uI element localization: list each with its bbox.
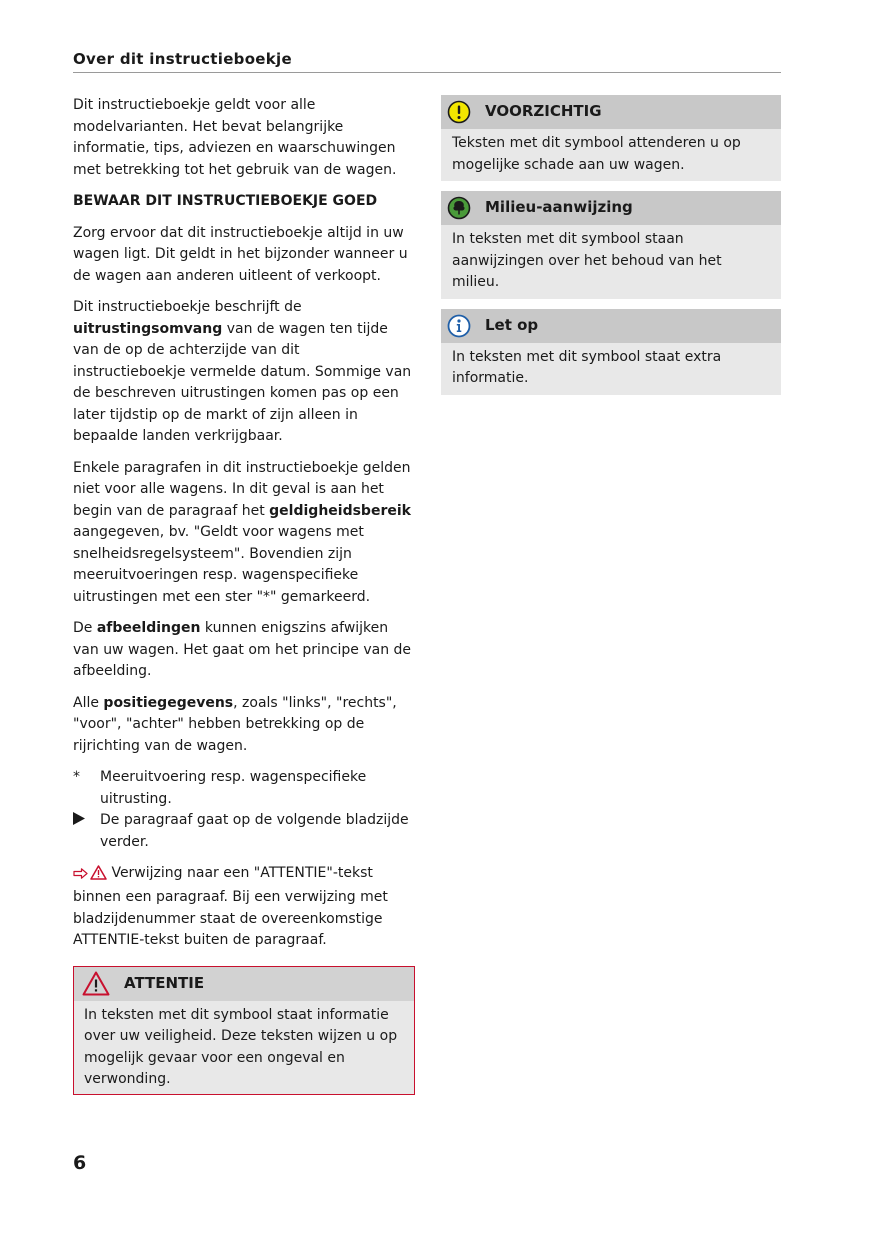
exclamation-icon [447, 100, 471, 124]
legend-text-star: Meeruitvoering resp. wagenspecifieke uitrusting. [100, 769, 367, 807]
letop-title-bar [441, 309, 781, 343]
warning-triangle-icon [90, 865, 107, 888]
header-title: Over dit instructieboekje [73, 50, 292, 68]
equipment-paragraph: Dit instructieboekje beschrijft de uitrustingsomvang van de wagen ten tijde van de op de achterzijde van dit instructieboekje vermelde datum. Sommige van de beschreven uitrustingen komen pas op een later tijdstip op de markt of zijn alleen in bepaalde landen verkrijgbaar. [73, 299, 412, 444]
voorzichtig-box [441, 95, 781, 181]
position-paragraph: Alle positiegegevens, zoals "links", "rechts", "voor", "achter" hebben betrekking op de rijrichting van de wagen. [73, 694, 397, 754]
letop-title: Let op [485, 315, 539, 334]
intro-paragraph: Dit instructieboekje geldt voor alle modelvarianten. Het bevat belangrijke informatie, tips, adviezen en waarschuwingen met betrekking tot het gebruik van de wagen. [73, 97, 397, 178]
emphasis-positiegegevens: positiegegevens [103, 694, 234, 711]
info-icon [447, 314, 471, 338]
validity-paragraph: Enkele paragrafen in dit instructieboekje gelden niet voor alle wagens. In dit geval is aan het begin van de paragraaf het geldigheidsbereik aangegeven, bv. "Geldt voor wagens met snelheidsregelsysteem". Bovendien zijn meeruitvoeringen resp. wagenspecifieke uitrustingen met een ster "*" gemarkeerd. [73, 459, 411, 605]
voorzichtig-body: Teksten met dit symbool attenderen u op mogelijke schade aan uw wagen. [452, 135, 741, 173]
legend-item-continue [73, 810, 415, 853]
images-paragraph: De afbeeldingen kunnen enigszins afwijken van uw wagen. Het gaat om het principe van de afbeelding. [73, 620, 412, 679]
page-number: 6 [73, 1152, 87, 1174]
play-triangle-icon [73, 810, 100, 853]
emphasis-geldigheidsbereik: geldigheidsbereik [269, 502, 411, 519]
emphasis-uitrustingsomvang: uitrustingsomvang [73, 320, 223, 337]
attentie-title: ATTENTIE [124, 973, 205, 992]
milieu-body: In teksten met dit symbool staan aanwijzingen over het behoud van het milieu. [452, 231, 722, 290]
voorzichtig-title-bar [441, 95, 781, 129]
attentie-body: In teksten met dit symbool staat informatie over uw veiligheid. Deze teksten wijzen u op mogelijk gevaar voor een ongeval en verwonding. [84, 1006, 398, 1087]
symbol-legend [73, 767, 415, 853]
voorzichtig-title: VOORZICHTIG [485, 102, 602, 121]
attention-reference-paragraph: Verwijzing naar een "ATTENTIE"-tekst binnen een paragraaf. Bij een verwijzing met bladzijdenummer staat de overeenkomstige ATTENTIE-tekst buiten de paragraaf. [73, 865, 388, 948]
emphasis-afbeeldingen: afbeeldingen [96, 620, 201, 636]
milieu-title-bar [441, 191, 781, 225]
right-column [441, 95, 781, 405]
milieu-title: Milieu-aanwijzing [485, 198, 633, 217]
star-symbol: * [73, 769, 80, 785]
keep-paragraph: Zorg ervoor dat dit instructieboekje altijd in uw wagen ligt. Dit geldt in het bijzonder wanneer u de wagen aan anderen uitleent of verkoopt. [73, 224, 408, 284]
letop-box [441, 309, 781, 395]
attentie-box [73, 966, 415, 1095]
legend-text-continue: De paragraaf gaat op de volgende bladzijde verder. [100, 812, 409, 850]
attentie-title-bar [74, 967, 414, 1001]
letop-body: In teksten met dit symbool staat extra informatie. [452, 348, 722, 386]
page-header [73, 50, 781, 73]
milieu-box [441, 191, 781, 299]
left-column [73, 95, 415, 1095]
arrow-right-icon [73, 865, 88, 887]
warning-triangle-icon [82, 971, 110, 997]
legend-item-star [73, 767, 415, 810]
section-heading: BEWAAR DIT INSTRUCTIEBOEKJE GOED [73, 193, 378, 209]
tree-icon [447, 196, 471, 220]
